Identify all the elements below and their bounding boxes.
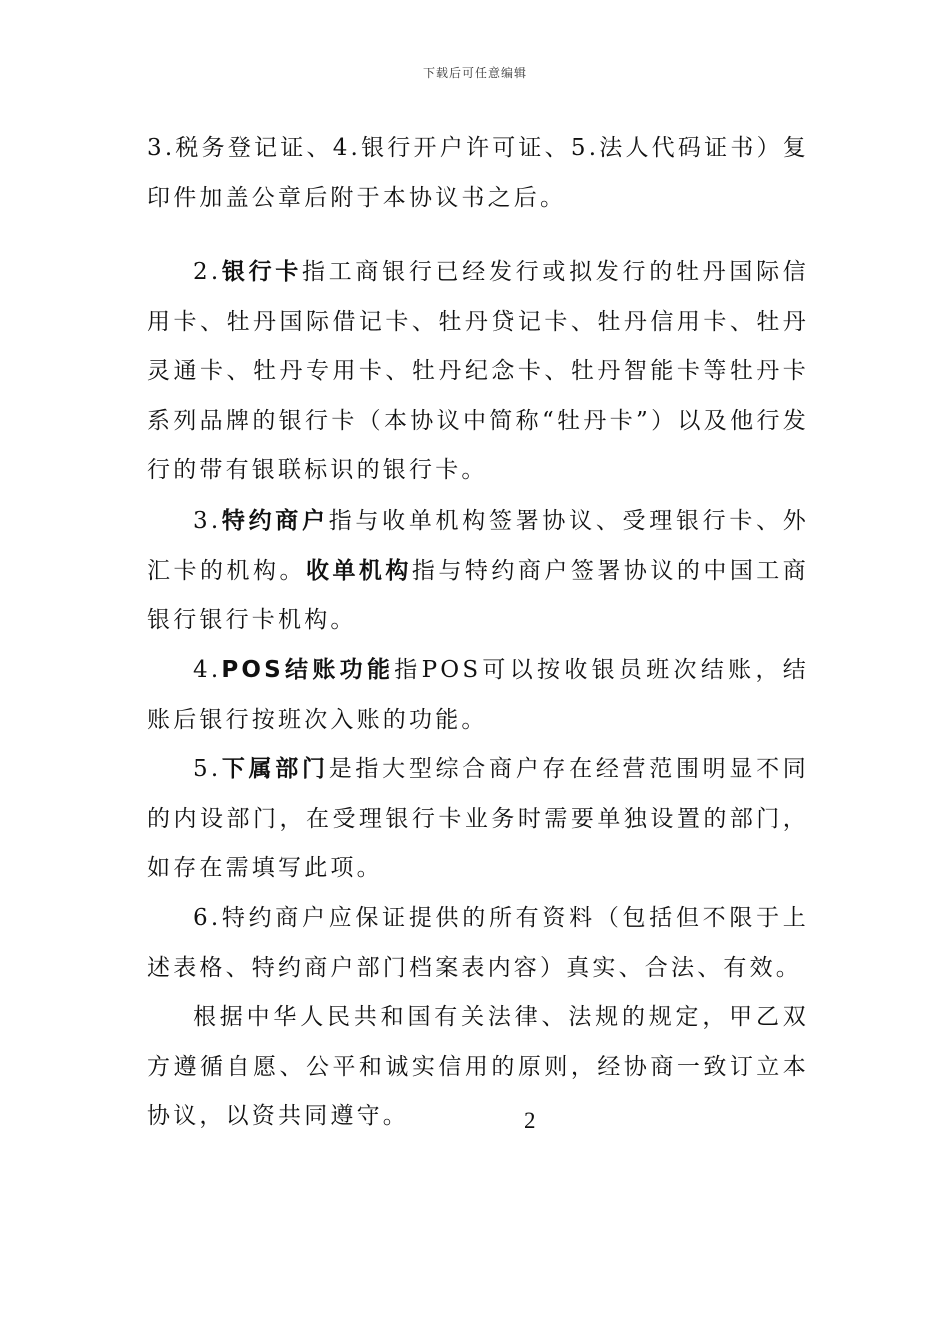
definition-text: 指与收单机构签署协议、受理银行卡、外汇卡的机构。 (147, 508, 809, 584)
paragraph-bank-card (147, 248, 809, 496)
paragraph-text: 根据中华人民共和国有关法律、法规的规定，甲乙双方遵循自愿、公平和诚实信用的原则，经协商一致订立本协议，以资共同遵守。 (147, 1004, 809, 1129)
item-number: 4. (193, 657, 222, 683)
item-number: 5. (193, 756, 222, 782)
item-number: 3. (193, 508, 222, 534)
definition-text: 指与特约商户签署协议的中国工商银行银行卡机构。 (147, 557, 809, 633)
paragraph-documents (147, 124, 809, 223)
paragraph-department (147, 745, 809, 894)
paragraph-law (147, 993, 809, 1142)
paragraph-pos (147, 646, 809, 745)
term-pos: POS结账功能 (221, 657, 395, 683)
paragraph-text: 6.特约商户应保证提供的所有资料（包括但不限于上述表格、特约商户部门档案表内容）真实、合法、有效。 (147, 905, 809, 981)
term-bank-card: 银行卡 (221, 259, 302, 285)
paragraph-text: 3.税务登记证、4.银行开户许可证、5.法人代码证书）复印件加盖公章后附于本协议书之后。 (147, 135, 809, 211)
term-merchant: 特约商户 (221, 508, 329, 534)
definition-text: 指工商银行已经发行或拟发行的牡丹国际信用卡、牡丹国际借记卡、牡丹贷记卡、牡丹信用卡、牡丹灵通卡、牡丹专用卡、牡丹纪念卡、牡丹智能卡等牡丹卡系列品牌的银行卡（本协议中简称“牡丹卡”）以及他行发行的带有银联标识的银行卡。 (147, 259, 809, 483)
term-acquirer: 收单机构 (305, 557, 412, 584)
paragraph-merchant (147, 497, 809, 646)
page-header: 下载后可任意编辑 (422, 66, 527, 80)
paragraph-materials (147, 894, 809, 993)
page-number: 2 (524, 1108, 536, 1133)
item-number: 2. (193, 259, 222, 285)
term-department: 下属部门 (221, 756, 329, 782)
definition-text: 指POS可以按收银员班次结账，结账后银行按班次入账的功能。 (147, 657, 809, 733)
definition-text: 是指大型综合商户存在经营范围明显不同的内设部门，在受理银行卡业务时需要单独设置的部门，如存在需填写此项。 (147, 756, 809, 881)
